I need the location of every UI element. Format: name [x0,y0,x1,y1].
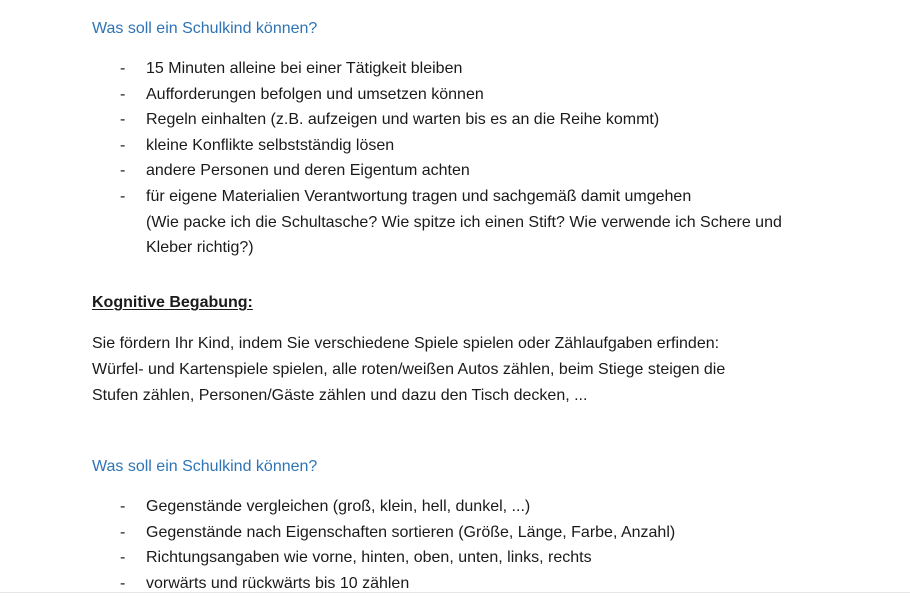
list-item-text: kleine Konflikte selbstständig lösen [146,136,395,154]
list-item [0,82,910,108]
list-item-text: 15 Minuten alleine bei einer Tätigkeit bleiben [146,60,463,77]
bullet-list [0,56,910,261]
list-item-text: vorwärts und rückwärts bis 10 zählen [146,574,410,592]
list-item-text: für eigene Materialien Verantwortung tragen und sachgemäß damit umgehen [146,187,692,205]
list-item-text: Gegenstände nach Eigenschaften sortieren (Größe, Länge, Farbe, Anzahl) [146,523,676,541]
list-item-continuation [0,235,910,261]
bullet-dash: - [120,187,126,205]
list-item-text: Richtungsangaben wie vorne, hinten, oben, unten, links, rechts [146,549,592,567]
list-item-text: andere Personen und deren Eigentum achten [146,162,470,180]
bullet-dash: - [120,162,126,180]
list-item [0,133,910,159]
bullet-dash: - [120,85,126,103]
list-item-text: Regeln einhalten (z.B. aufzeigen und warten bis es an die Reihe kommt) [146,111,660,129]
bullet-dash: - [120,498,126,515]
bullet-dash: - [120,136,126,154]
bullet-dash: - [120,549,126,567]
list-item [0,184,910,210]
section-title: Kognitive Begabung: [92,294,253,311]
list-item [0,107,910,133]
list-item-text: Gegenstände vergleichen (groß, klein, hell, dunkel, ...) [146,498,531,515]
continuation-text: (Wie packe ich die Schultasche? Wie spitze ich einen Stift? Wie verwende ich Schere und [146,213,782,231]
paragraph-line: Stufen zählen, Personen/Gäste zählen und dazu den Tisch decken, ... [92,387,588,404]
list-item-continuation [0,210,910,236]
paragraph [92,331,725,409]
paragraph-line: Sie fördern Ihr Kind, indem Sie verschiedene Spiele spielen oder Zählaufgaben erfinden: [92,335,720,352]
paragraph-line: Würfel- und Kartenspiele spielen, alle roten/weißen Autos zählen, beim Stiege steigen die [92,361,726,378]
list-item [0,545,910,571]
bullet-dash: - [120,111,126,129]
section-heading: Was soll ein Schulkind können? [92,458,318,475]
list-item [0,494,910,520]
continuation-text: Kleber richtig?) [146,239,254,257]
page-edge-divider [0,592,910,593]
bullet-dash: - [120,574,126,592]
list-item-text: Aufforderungen befolgen und umsetzen können [146,85,484,103]
bullet-list [0,494,910,596]
bullet-dash: - [120,523,126,541]
bullet-dash: - [120,60,126,77]
list-item [0,158,910,184]
section-heading: Was soll ein Schulkind können? [92,20,318,37]
list-item [0,56,910,82]
list-item [0,520,910,546]
